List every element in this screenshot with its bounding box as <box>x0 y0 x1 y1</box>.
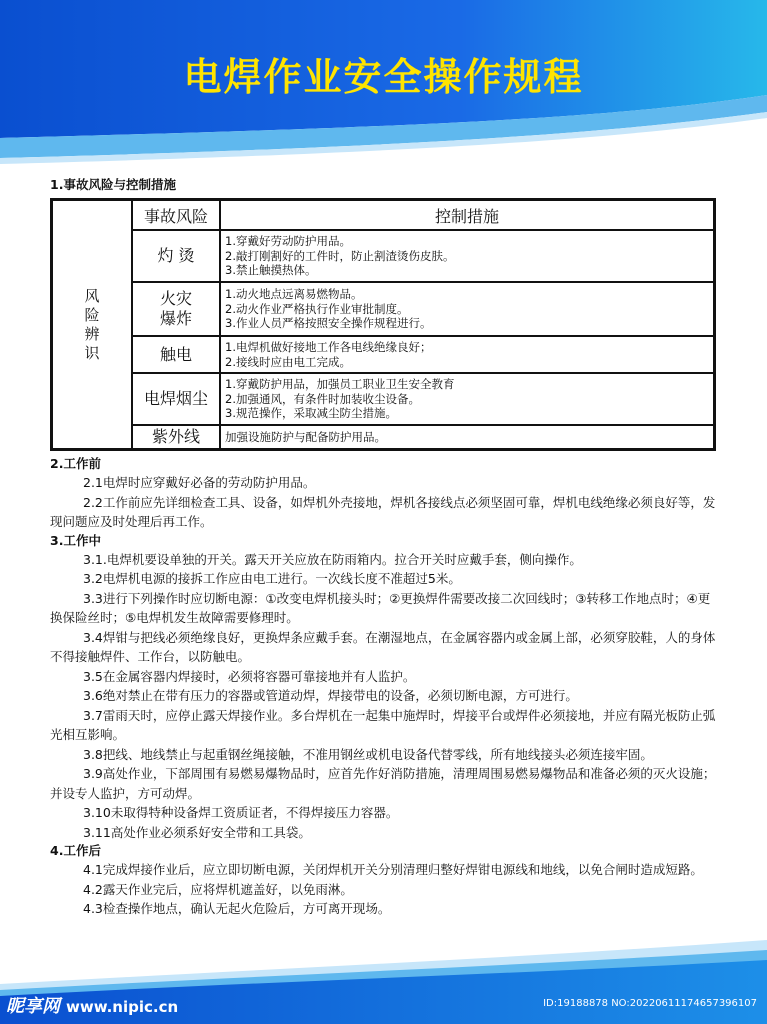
rule-item: 3.9高处作业，下部周围有易燃易爆物品时，应首先作好消防措施，清理周围易燃易爆物品和准备必须的灭火设施；并设专人监护，方可动焊。 <box>50 766 716 801</box>
risk-cell: 触电 <box>132 336 220 373</box>
rule-item: 3.1.电焊机要设单独的开关。露天开关应放在防雨箱内。拉合开关时应戴手套，侧向操作。 <box>83 551 582 567</box>
logo-url: www.nipic.cn <box>66 998 179 1016</box>
measures-cell: 1.穿戴防护用品，加强员工职业卫生安全教育 2.加强通风，有条件时加装收尘设备。 3.规范操作，采取减尘防尘措施。 <box>220 373 714 425</box>
rule-item: 3.6绝对禁止在带有压力的容器或管道动焊，焊接带电的设备，必须切断电源，方可进行。 <box>83 688 578 703</box>
rule-item: 3.5在金属容器内焊接时，必须将容器可靠接地并有人监护。 <box>83 668 416 684</box>
rule-item: 4.2露天作业完后，应将焊机遮盖好，以免雨淋。 <box>83 881 353 897</box>
risk-cell: 电焊烟尘 <box>132 373 220 425</box>
rule-item: 3.7雷雨天时，应停止露天焊接作业。多台焊机在一起集中施焊时，焊接平台或焊件必须接地，并应有隔光板防止弧光相互影响。 <box>50 707 716 742</box>
rule-item: 2.1电焊时应穿戴好必备的劳动防护用品。 <box>83 475 316 490</box>
risk-table <box>50 198 716 451</box>
risk-cell: 火灾 爆炸 <box>132 282 220 336</box>
section-heading: 2.工作前 <box>50 456 101 471</box>
rule-item: 3.10未取得特种设备焊工资质证者，不得焊接压力容器。 <box>83 805 399 820</box>
rule-item: 3.4焊钳与把线必须绝缘良好，更换焊条应戴手套。在潮湿地点，在金属容器内或金属上部，必须穿胶鞋，人的身体不得接触焊件、工作台，以防触电。 <box>50 629 716 664</box>
rule-item: 3.2电焊机电源的接拆工作应由电工进行。一次线长度不准超过5米。 <box>83 571 461 586</box>
section-heading: 4.工作后 <box>50 843 101 858</box>
rule-item: 3.11高处作业必须系好安全带和工具袋。 <box>83 824 311 840</box>
logo-text: 昵享网 <box>6 996 60 1017</box>
header-banner <box>0 0 767 170</box>
content <box>50 176 716 919</box>
measures-cell: 1.穿戴好劳动防护用品。 2.敲打刚割好的工件时，防止割渣烫伤皮肤。 3.禁止触摸热体。 <box>220 230 714 282</box>
site-logo <box>6 992 178 1018</box>
risk-cell: 灼 烫 <box>132 230 220 282</box>
rule-item: 2.2工作前应先详细检查工具、设备，如焊机外壳接地，焊机各接线点必须坚固可靠，焊机电线绝缘必须良好等，发现问题应及时处理后再工作。 <box>50 494 716 529</box>
page-title: 电焊作业安全操作规程 <box>183 55 584 99</box>
measures-cell: 加强设施防护与配备防护用品。 <box>220 425 714 449</box>
section-heading: 3.工作中 <box>50 532 101 548</box>
rule-item: 3.3进行下列操作时应切断电源：①改变电焊机接头时；②更换焊件需要改接二次回线时；③转移工作地点时；④更换保险丝时；⑤电焊机发生故障需要修理时。 <box>50 590 711 625</box>
image-id-watermark: ID:19188878 NO:20220611174657396107 <box>543 998 757 1009</box>
rule-item: 3.8把线、地线禁止与起重钢丝绳接触，不准用钢丝或机电设备代替零线，所有地线接头必须连接牢固。 <box>83 746 653 762</box>
measures-cell: 1.电焊机做好接地工作各电线绝缘良好； 2.接线时应由电工完成。 <box>220 336 714 373</box>
risk-cell: 紫外线 <box>132 425 220 449</box>
measures-cell: 1.动火地点远离易燃物品。 2.动火作业严格执行作业审批制度。 3.作业人员严格按照安全操作规程进行。 <box>220 282 714 336</box>
section-heading: 1.事故风险与控制措施 <box>50 177 176 192</box>
rule-item: 4.3检查操作地点，确认无起火危险后，方可离开现场。 <box>83 901 391 916</box>
col-header-measures: 控制措施 <box>220 200 714 230</box>
rule-item: 4.1完成焊接作业后，应立即切断电源，关闭焊机开关分别清理归整好焊钳电源线和地线，以免合闸时造成短路。 <box>83 862 703 877</box>
col-header-risk: 事故风险 <box>132 200 220 230</box>
side-label: 风 险 辨 识 <box>52 200 132 449</box>
